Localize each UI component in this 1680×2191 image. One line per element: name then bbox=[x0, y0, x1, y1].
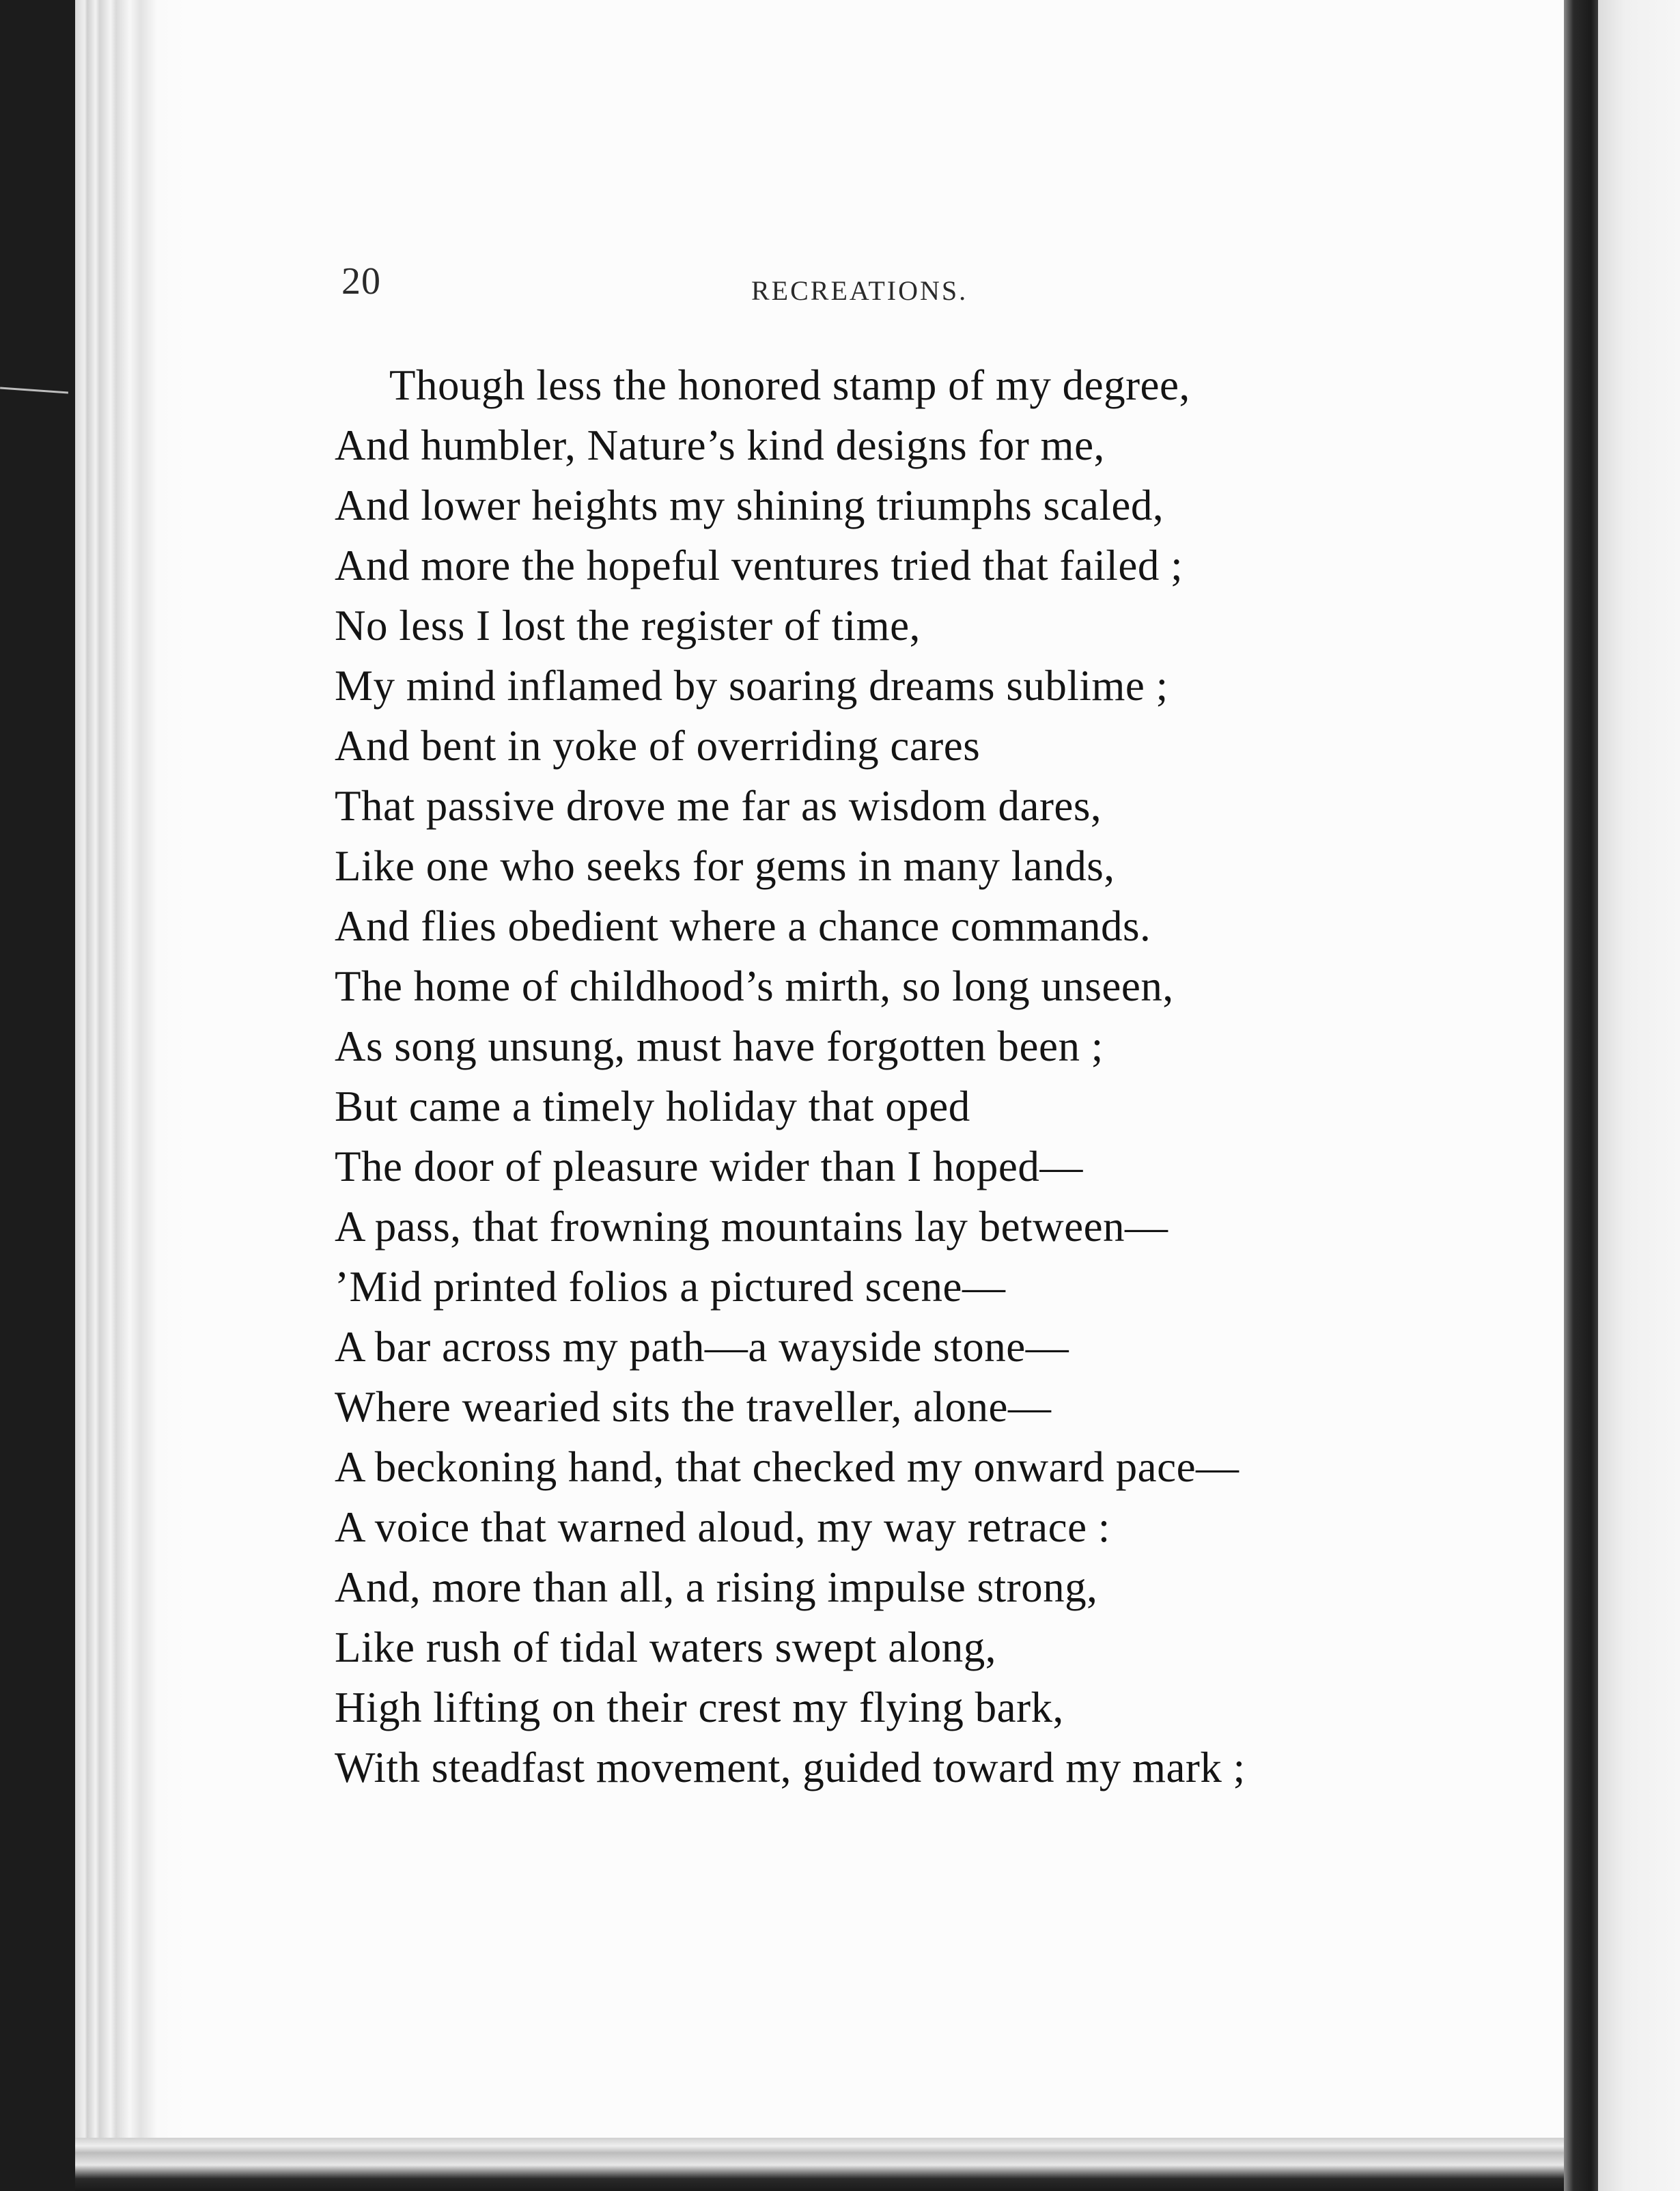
poem-line: And lower heights my shining triumphs scaled, bbox=[335, 482, 1164, 529]
poem-line: Like rush of tidal waters swept along, bbox=[335, 1623, 997, 1671]
poem-line: And, more than all, a rising impulse strong, bbox=[335, 1563, 1098, 1611]
poem-line: No less I lost the register of time, bbox=[335, 602, 921, 650]
poem-line: And more the hopeful ventures tried that failed ; bbox=[335, 542, 1184, 589]
poem-line: Though less the honored stamp of my degree, bbox=[389, 361, 1190, 409]
poem-line: And humbler, Nature’s kind designs for me, bbox=[335, 421, 1105, 469]
book-spine bbox=[1564, 0, 1598, 2191]
poem-line: A pass, that frowning mountains lay between— bbox=[335, 1203, 1168, 1251]
page-number: 20 bbox=[341, 260, 381, 303]
poem-line: My mind inflamed by soaring dreams sublime ; bbox=[335, 662, 1168, 710]
facing-page-edge bbox=[1598, 0, 1680, 2191]
page-edges bbox=[75, 0, 191, 2151]
poem-line: As song unsung, must have forgotten been ; bbox=[335, 1022, 1104, 1070]
poem-line: A beckoning hand, that checked my onward pace— bbox=[335, 1443, 1240, 1491]
page-header bbox=[341, 260, 1024, 321]
poem-line: And bent in yoke of overriding cares bbox=[335, 722, 981, 770]
poem-line: The door of pleasure wider than I hoped— bbox=[335, 1143, 1083, 1190]
poem-line: A bar across my path—a wayside stone— bbox=[335, 1323, 1069, 1371]
poem-line: The home of childhood’s mirth, so long unseen, bbox=[335, 962, 1174, 1010]
poem-line: With steadfast movement, guided toward my mark ; bbox=[335, 1744, 1246, 1791]
poem-line: But came a timely holiday that oped bbox=[335, 1083, 970, 1130]
poem-line: Where wearied sits the traveller, alone— bbox=[335, 1383, 1052, 1431]
poem-line: A voice that warned aloud, my way retrace : bbox=[335, 1503, 1110, 1551]
poem-text bbox=[335, 355, 1482, 1798]
running-head: RECREATIONS. bbox=[751, 275, 968, 306]
poem-line: And flies obedient where a chance commands. bbox=[335, 902, 1151, 950]
poem-line: High lifting on their crest my flying bark, bbox=[335, 1684, 1064, 1731]
scan-background bbox=[0, 0, 75, 2191]
page-bottom-edge bbox=[75, 2138, 1564, 2191]
poem-line: ’Mid printed folios a pictured scene— bbox=[335, 1263, 1006, 1311]
poem-line: Like one who seeks for gems in many lands, bbox=[335, 842, 1115, 890]
poem-line: That passive drove me far as wisdom dares, bbox=[335, 782, 1102, 830]
